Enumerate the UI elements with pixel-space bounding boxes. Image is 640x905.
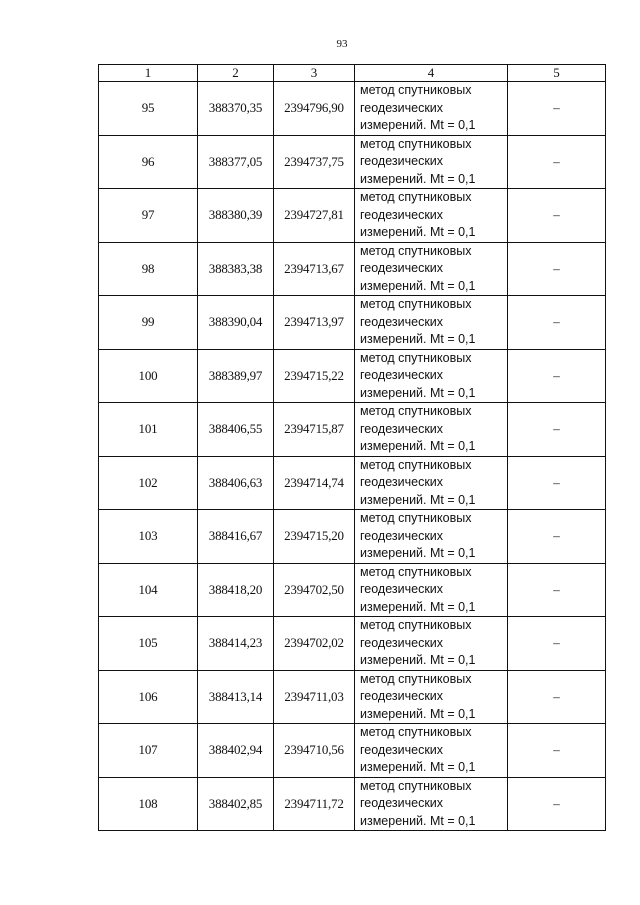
method-line-2: геодезических	[360, 314, 444, 329]
column-5-cell: –	[508, 135, 606, 189]
point-number-cell: 106	[99, 670, 198, 724]
method-line-1: метод спутниковых	[360, 297, 472, 311]
method-line-1: метод спутниковых	[360, 671, 472, 686]
table-row	[99, 82, 606, 136]
method-cell	[355, 349, 508, 403]
method-line-3: измерений. Mt = 0,1	[360, 118, 476, 132]
method-line-1: метод спутниковых	[360, 511, 472, 525]
method-line-3: измерений. Mt = 0,1	[360, 653, 476, 667]
column-5-cell: –	[508, 456, 606, 510]
method-line-2: геодезических	[360, 582, 444, 596]
column-5-cell: –	[508, 724, 606, 778]
method-line-1: метод спутниковых	[360, 457, 472, 472]
column-5-cell: –	[508, 617, 606, 671]
table-row	[99, 456, 606, 510]
table-row	[99, 670, 606, 724]
method-line-3: измерений. Mt = 0,1	[360, 760, 476, 774]
method-line-3: измерений. Mt = 0,1	[360, 171, 476, 186]
table-row	[99, 135, 606, 189]
x-coordinate-cell: 388389,97	[198, 349, 274, 403]
method-line-1: метод спутниковых	[360, 618, 472, 632]
y-coordinate-cell: 2394715,20	[274, 510, 355, 564]
method-line-3: измерений. Mt = 0,1	[360, 813, 476, 828]
header-col-1: 1	[99, 65, 198, 82]
coordinates-table	[98, 64, 606, 831]
method-line-3: измерений. Mt = 0,1	[360, 278, 476, 293]
x-coordinate-cell: 388406,63	[198, 456, 274, 510]
table-row	[99, 563, 606, 617]
method-line-2: геодезических	[360, 475, 444, 489]
column-5-cell: –	[508, 349, 606, 403]
column-5-cell: –	[508, 82, 606, 136]
method-line-3: измерений. Mt = 0,1	[360, 225, 476, 239]
table-row	[99, 403, 606, 457]
method-line-1: метод спутниковых	[360, 564, 472, 579]
column-5-cell: –	[508, 777, 606, 831]
x-coordinate-cell: 388414,23	[198, 617, 274, 671]
method-line-1: метод спутниковых	[360, 83, 472, 97]
point-number-cell: 95	[99, 82, 198, 136]
column-5-cell: –	[508, 403, 606, 457]
method-line-3: измерений. Mt = 0,1	[360, 492, 476, 507]
method-line-2: геодезических	[360, 796, 444, 810]
y-coordinate-cell: 2394714,74	[274, 456, 355, 510]
method-line-1: метод спутниковых	[360, 350, 472, 365]
method-line-2: геодезических	[360, 207, 444, 222]
table-row	[99, 296, 606, 350]
method-cell	[355, 135, 508, 189]
x-coordinate-cell: 388418,20	[198, 563, 274, 617]
method-cell	[355, 510, 508, 564]
method-cell	[355, 670, 508, 724]
y-coordinate-cell: 2394715,22	[274, 349, 355, 403]
table-row	[99, 617, 606, 671]
y-coordinate-cell: 2394715,87	[274, 403, 355, 457]
point-number-cell: 101	[99, 403, 198, 457]
table-row	[99, 510, 606, 564]
y-coordinate-cell: 2394727,81	[274, 189, 355, 243]
x-coordinate-cell: 388413,14	[198, 670, 274, 724]
x-coordinate-cell: 388402,94	[198, 724, 274, 778]
method-cell	[355, 296, 508, 350]
method-cell	[355, 724, 508, 778]
method-line-1: метод спутниковых	[360, 190, 472, 204]
column-5-cell: –	[508, 189, 606, 243]
method-line-3: измерений. Mt = 0,1	[360, 546, 476, 560]
point-number-cell: 100	[99, 349, 198, 403]
y-coordinate-cell: 2394702,02	[274, 617, 355, 671]
method-line-2: геодезических	[360, 742, 444, 757]
method-line-2: геодезических	[360, 100, 444, 115]
method-line-2: геодезических	[360, 368, 444, 382]
x-coordinate-cell: 388380,39	[198, 189, 274, 243]
x-coordinate-cell: 388406,55	[198, 403, 274, 457]
method-line-2: геодезических	[360, 635, 444, 650]
x-coordinate-cell: 388383,38	[198, 242, 274, 296]
table-body	[99, 82, 606, 831]
y-coordinate-cell: 2394737,75	[274, 135, 355, 189]
column-5-cell: –	[508, 242, 606, 296]
header-col-3: 3	[274, 65, 355, 82]
header-col-5: 5	[508, 65, 606, 82]
method-line-1: метод спутниковых	[360, 404, 472, 418]
method-cell	[355, 242, 508, 296]
table-row	[99, 349, 606, 403]
table-row	[99, 242, 606, 296]
method-cell	[355, 563, 508, 617]
method-line-1: метод спутниковых	[360, 725, 472, 739]
method-line-1: метод спутниковых	[360, 778, 472, 793]
header-row	[99, 65, 606, 82]
method-cell	[355, 456, 508, 510]
column-5-cell: –	[508, 510, 606, 564]
x-coordinate-cell: 388416,67	[198, 510, 274, 564]
table-row	[99, 724, 606, 778]
point-number-cell: 102	[99, 456, 198, 510]
method-cell	[355, 403, 508, 457]
point-number-cell: 96	[99, 135, 198, 189]
point-number-cell: 107	[99, 724, 198, 778]
method-line-3: измерений. Mt = 0,1	[360, 439, 476, 453]
y-coordinate-cell: 2394710,56	[274, 724, 355, 778]
method-line-3: измерений. Mt = 0,1	[360, 385, 476, 400]
page-number: 93	[336, 38, 348, 50]
point-number-cell: 97	[99, 189, 198, 243]
point-number-cell: 104	[99, 563, 198, 617]
x-coordinate-cell: 388390,04	[198, 296, 274, 350]
method-cell	[355, 189, 508, 243]
table-row	[99, 777, 606, 831]
column-5-cell: –	[508, 670, 606, 724]
x-coordinate-cell: 388377,05	[198, 135, 274, 189]
y-coordinate-cell: 2394713,67	[274, 242, 355, 296]
x-coordinate-cell: 388370,35	[198, 82, 274, 136]
column-5-cell: –	[508, 296, 606, 350]
method-line-3: измерений. Mt = 0,1	[360, 706, 476, 721]
method-cell	[355, 82, 508, 136]
y-coordinate-cell: 2394713,97	[274, 296, 355, 350]
y-coordinate-cell: 2394711,72	[274, 777, 355, 831]
point-number-cell: 99	[99, 296, 198, 350]
y-coordinate-cell: 2394702,50	[274, 563, 355, 617]
method-line-2: геодезических	[360, 421, 444, 436]
method-cell	[355, 777, 508, 831]
table-header	[99, 65, 606, 82]
point-number-cell: 98	[99, 242, 198, 296]
method-line-2: геодезических	[360, 261, 444, 275]
header-col-2: 2	[198, 65, 274, 82]
y-coordinate-cell: 2394711,03	[274, 670, 355, 724]
method-line-3: измерений. Mt = 0,1	[360, 599, 476, 614]
method-line-2: геодезических	[360, 528, 444, 543]
point-number-cell: 103	[99, 510, 198, 564]
method-cell	[355, 617, 508, 671]
point-number-cell: 108	[99, 777, 198, 831]
method-line-1: метод спутниковых	[360, 243, 472, 258]
point-number-cell: 105	[99, 617, 198, 671]
x-coordinate-cell: 388402,85	[198, 777, 274, 831]
header-col-4: 4	[355, 65, 508, 82]
method-line-3: измерений. Mt = 0,1	[360, 332, 476, 346]
method-line-1: метод спутниковых	[360, 136, 472, 151]
table-row	[99, 189, 606, 243]
method-line-2: геодезических	[360, 689, 444, 703]
y-coordinate-cell: 2394796,90	[274, 82, 355, 136]
method-line-2: геодезических	[360, 154, 444, 168]
column-5-cell: –	[508, 563, 606, 617]
